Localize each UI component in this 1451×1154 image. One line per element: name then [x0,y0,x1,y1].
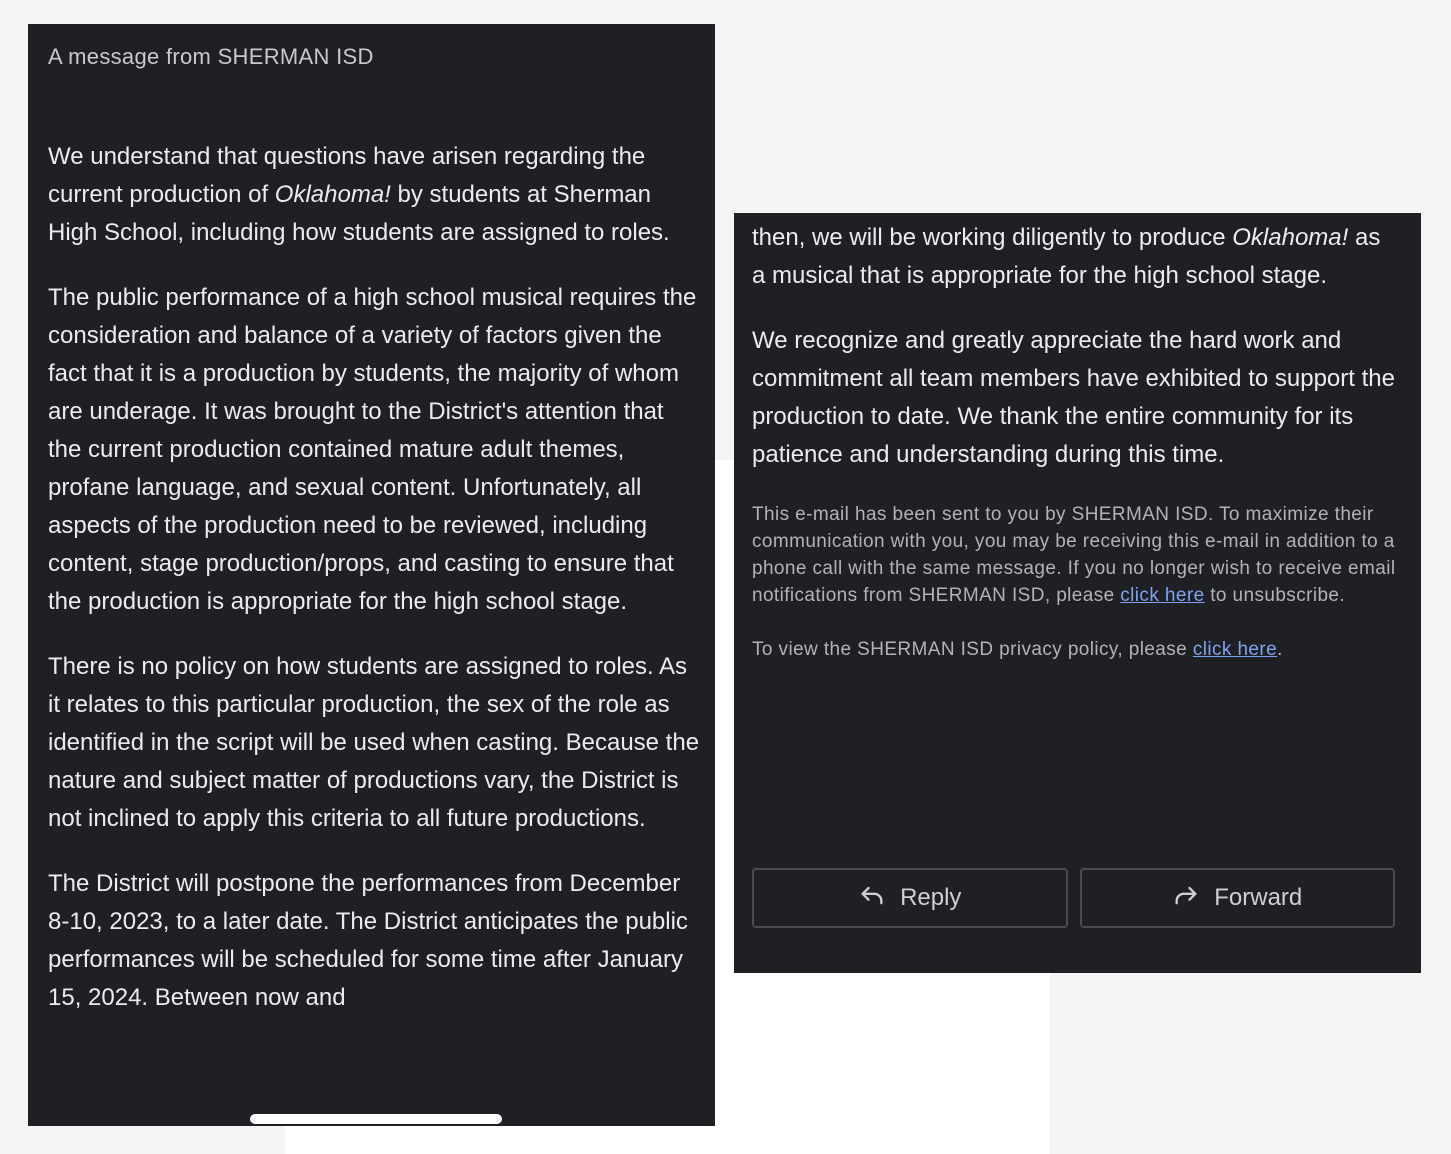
paragraph-continuation-text-b: as a musical that is appropriate for the high school stage. [752,224,1381,289]
email-message-part-2[interactable] [734,213,1421,973]
footer-unsubscribe [752,501,1397,609]
footer-privacy-text-a: To view the SHERMAN ISD privacy policy, please [752,639,1193,660]
unsubscribe-link[interactable]: click here [1120,585,1205,606]
reply-button[interactable] [752,868,1068,928]
paragraph-performance: The public performance of a high school musical requires the consideration and balance of a variety of factors given the fact that it is a production by students, the majority of whom are underage. It was brought to the District's attention that the current production contained mature adult themes, profane language, and sexual content. Unfortunately, all aspects of the production need to be reviewed, including content, stage production/props, and casting to ensure that the production is appropriate for the high school stage. [48,284,697,615]
message-actions [752,868,1395,928]
forward-arrow-icon [1172,881,1200,916]
scroll-indicator[interactable] [250,1114,502,1124]
footer-privacy [752,636,1397,663]
paragraph-intro-text-b: by students at Sherman High School, including how students are assigned to roles. [48,181,670,246]
sender-header: A message from SHERMAN ISD [48,44,374,69]
reply-label: Reply [900,884,962,911]
musical-title: Oklahoma! [1232,224,1349,251]
paragraph-intro-text-a: We understand that questions have arisen regarding the current production of [48,143,646,208]
paragraph-policy: There is no policy on how students are assigned to roles. As it relates to this particular production, the sex of the role as identified in the script will be used when casting. Because the nature and subject matter of productions vary, the District is not inclined to apply this criteria to all future productions. [48,653,700,832]
paragraph-postpone: The District will postpone the performances from December 8-10, 2023, to a later date. The District anticipates the public performances will be scheduled for some time after January 15, 2024. Between now and [48,870,688,1011]
privacy-policy-link[interactable]: click here [1192,639,1278,660]
email-message-part-1[interactable] [28,24,715,1126]
paragraph-intro [48,138,701,252]
musical-title: Oklahoma! [274,181,391,208]
forward-label: Forward [1214,884,1303,911]
paragraph-continuation-text-a: then, we will be working diligently to produce [752,224,1233,251]
footer-unsubscribe-text-b: to unsubscribe. [1204,585,1346,606]
paragraph-continuation [752,219,1397,295]
forward-button[interactable] [1080,868,1396,928]
reply-arrow-icon [858,881,886,916]
footer-privacy-text-b: . [1277,639,1283,660]
footer-unsubscribe-text-a: This e-mail has been sent to you by SHERMAN ISD. To maximize their communication with you, you may be receiving this e-mail in addition to a phone call with the same message. If you no longer wish to receive email notifications from SHERMAN ISD, please [752,504,1396,606]
paragraph-thanks: We recognize and greatly appreciate the hard work and commitment all team members have exhibited to support the production to date. We thank the entire community for its patience and understanding during this time. [752,327,1395,468]
